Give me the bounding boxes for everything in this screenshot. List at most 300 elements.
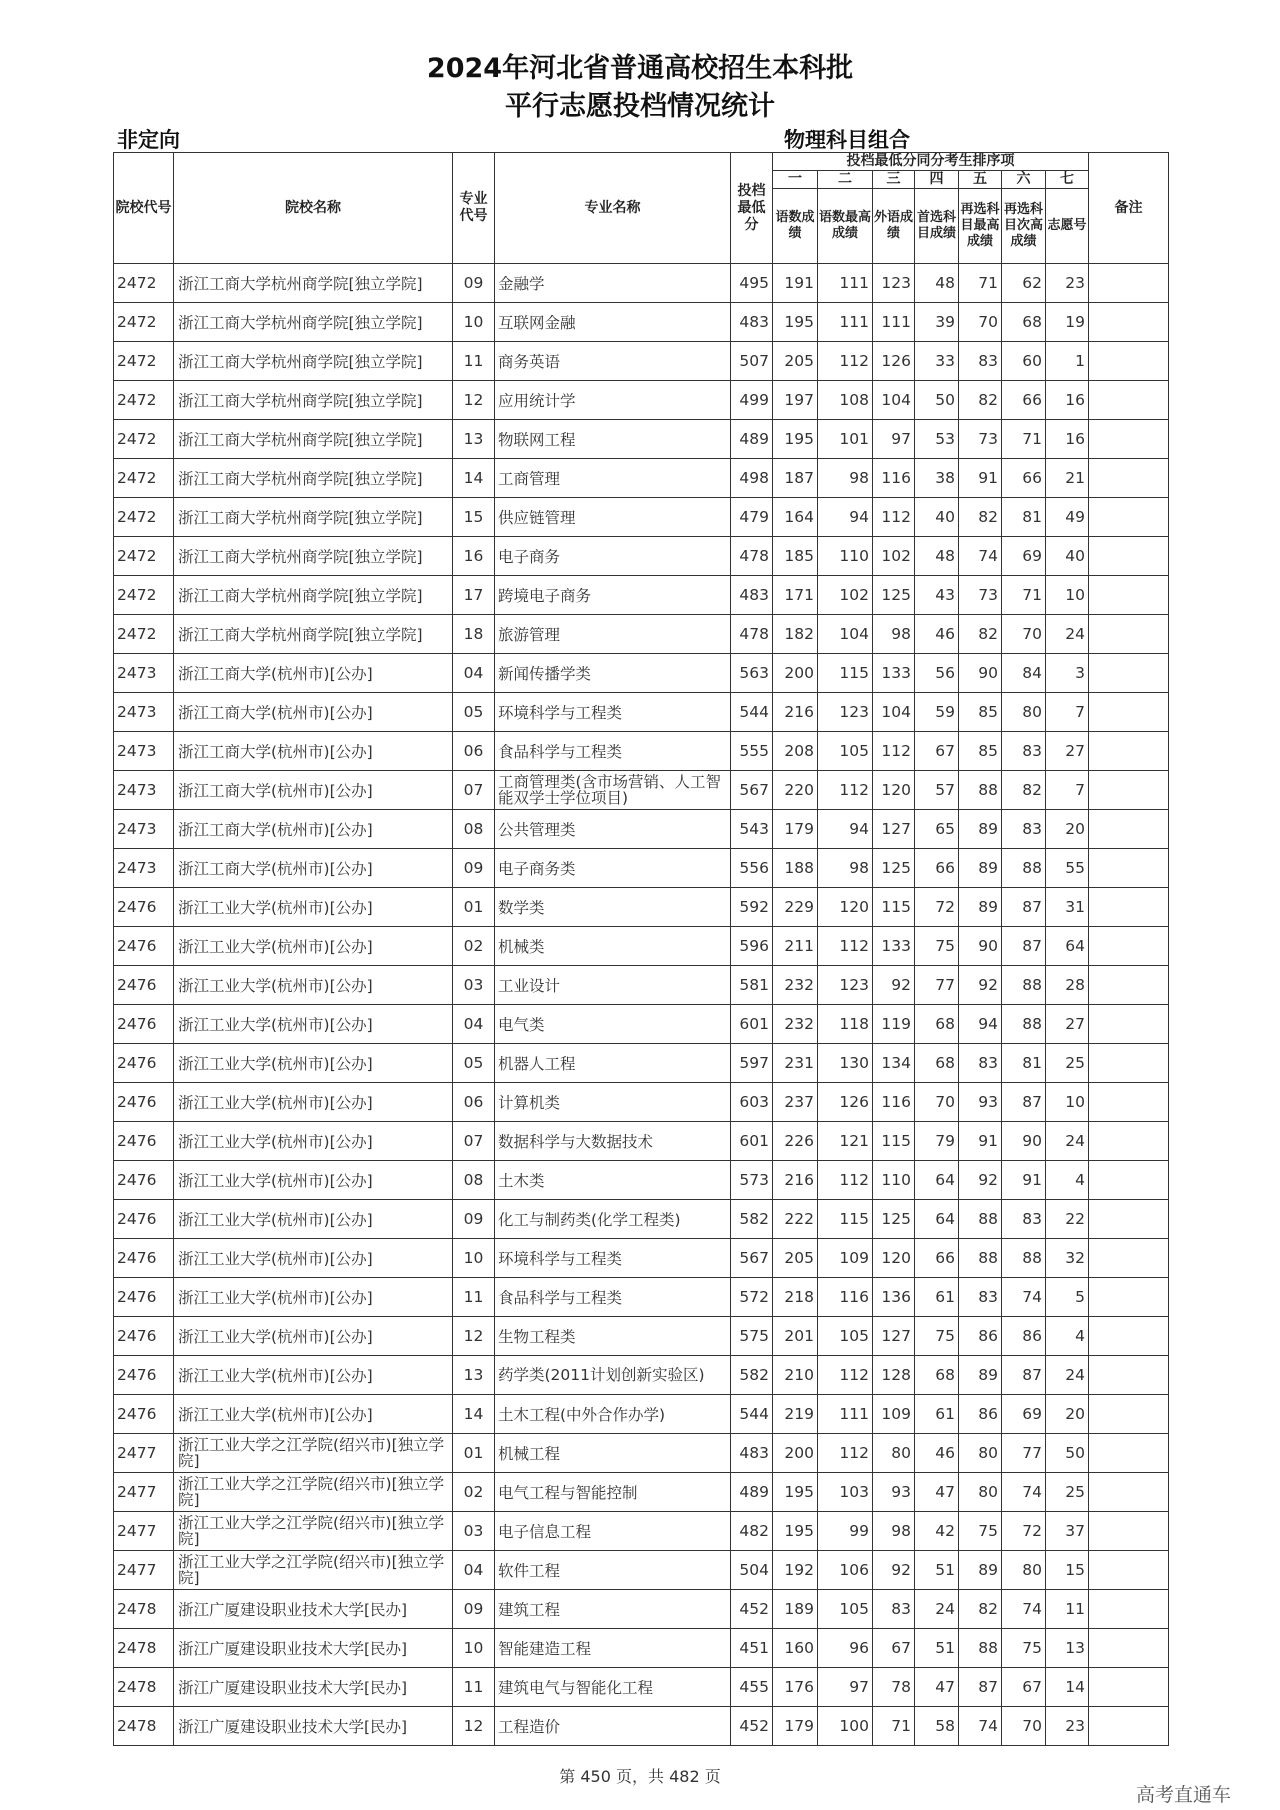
cell-foreign-language: 110 bbox=[873, 1161, 915, 1200]
cell-school-name: 浙江工商大学杭州商学院[独立学院] bbox=[174, 615, 453, 654]
cell-major-code: 03 bbox=[453, 966, 495, 1005]
cell-foreign-language: 116 bbox=[873, 1083, 915, 1122]
cell-school-code: 2477 bbox=[114, 1551, 174, 1590]
cell-foreign-language: 112 bbox=[873, 732, 915, 771]
cell-elective-max: 86 bbox=[959, 1395, 1002, 1434]
header-min-score: 投档最低分 bbox=[731, 153, 773, 264]
cell-preference-no: 15 bbox=[1046, 1551, 1089, 1590]
header-rank-item: 语数成绩 bbox=[773, 189, 818, 264]
cell-major-name: 食品科学与工程类 bbox=[495, 1278, 731, 1317]
cell-remark bbox=[1089, 342, 1169, 381]
cell-school-code: 2478 bbox=[114, 1707, 174, 1746]
cell-school-name: 浙江工业大学(杭州市)[公办] bbox=[174, 1083, 453, 1122]
cell-foreign-language: 125 bbox=[873, 576, 915, 615]
cell-chinese-math-max: 102 bbox=[818, 576, 873, 615]
table-row bbox=[114, 1590, 1169, 1629]
cell-school-name: 浙江工业大学(杭州市)[公办] bbox=[174, 1161, 453, 1200]
cell-first-subject: 64 bbox=[915, 1200, 959, 1239]
cell-min-score: 498 bbox=[731, 459, 773, 498]
cell-chinese-math-max: 115 bbox=[818, 654, 873, 693]
cell-first-subject: 68 bbox=[915, 1044, 959, 1083]
cell-major-code: 04 bbox=[453, 1005, 495, 1044]
table-row bbox=[114, 966, 1169, 1005]
cell-elective-max: 74 bbox=[959, 537, 1002, 576]
table-row bbox=[114, 1551, 1169, 1590]
cell-school-code: 2478 bbox=[114, 1668, 174, 1707]
cell-remark bbox=[1089, 459, 1169, 498]
cell-major-code: 01 bbox=[453, 888, 495, 927]
cell-preference-no: 25 bbox=[1046, 1044, 1089, 1083]
cell-preference-no: 1 bbox=[1046, 342, 1089, 381]
cell-first-subject: 79 bbox=[915, 1122, 959, 1161]
header-rank-ordinal: 一 bbox=[773, 171, 818, 189]
cell-chinese-math-max: 105 bbox=[818, 1590, 873, 1629]
cell-foreign-language: 109 bbox=[873, 1395, 915, 1434]
cell-preference-no: 19 bbox=[1046, 303, 1089, 342]
cell-major-code: 04 bbox=[453, 654, 495, 693]
cell-foreign-language: 120 bbox=[873, 771, 915, 810]
cell-min-score: 478 bbox=[731, 537, 773, 576]
cell-school-code: 2476 bbox=[114, 1005, 174, 1044]
cell-school-code: 2476 bbox=[114, 1356, 174, 1395]
table-row bbox=[114, 1707, 1169, 1746]
cell-chinese-math: 176 bbox=[773, 1668, 818, 1707]
cell-chinese-math-max: 123 bbox=[818, 966, 873, 1005]
subject-group-label: 物理科目组合 bbox=[784, 128, 910, 152]
table-row bbox=[114, 420, 1169, 459]
cell-major-code: 10 bbox=[453, 303, 495, 342]
cell-min-score: 582 bbox=[731, 1200, 773, 1239]
cell-min-score: 483 bbox=[731, 1434, 773, 1473]
cell-elective-max: 71 bbox=[959, 264, 1002, 303]
cell-school-name: 浙江工业大学(杭州市)[公办] bbox=[174, 1356, 453, 1395]
cell-min-score: 499 bbox=[731, 381, 773, 420]
cell-school-name: 浙江工业大学(杭州市)[公办] bbox=[174, 1395, 453, 1434]
cell-major-name: 建筑电气与智能化工程 bbox=[495, 1668, 731, 1707]
cell-school-code: 2476 bbox=[114, 927, 174, 966]
cell-chinese-math: 189 bbox=[773, 1590, 818, 1629]
cell-min-score: 455 bbox=[731, 1668, 773, 1707]
table-row bbox=[114, 1161, 1169, 1200]
cell-remark bbox=[1089, 420, 1169, 459]
cell-major-code: 12 bbox=[453, 381, 495, 420]
cell-chinese-math-max: 98 bbox=[818, 849, 873, 888]
cell-school-name: 浙江工商大学杭州商学院[独立学院] bbox=[174, 459, 453, 498]
cell-min-score: 544 bbox=[731, 693, 773, 732]
cell-min-score: 489 bbox=[731, 1473, 773, 1512]
cell-elective-second: 74 bbox=[1002, 1590, 1046, 1629]
cell-foreign-language: 115 bbox=[873, 888, 915, 927]
cell-chinese-math-max: 120 bbox=[818, 888, 873, 927]
cell-chinese-math-max: 126 bbox=[818, 1083, 873, 1122]
table-row bbox=[114, 732, 1169, 771]
cell-preference-no: 11 bbox=[1046, 1590, 1089, 1629]
cell-major-name: 互联网金融 bbox=[495, 303, 731, 342]
cell-preference-no: 25 bbox=[1046, 1473, 1089, 1512]
cell-preference-no: 4 bbox=[1046, 1161, 1089, 1200]
page-footer: 第 450 页，共 482 页 bbox=[559, 1767, 721, 1786]
cell-min-score: 581 bbox=[731, 966, 773, 1005]
header-rank-item: 首选科目成绩 bbox=[915, 189, 959, 264]
cell-chinese-math-max: 118 bbox=[818, 1005, 873, 1044]
table-row bbox=[114, 1356, 1169, 1395]
cell-elective-max: 90 bbox=[959, 654, 1002, 693]
cell-school-code: 2477 bbox=[114, 1512, 174, 1551]
cell-first-subject: 72 bbox=[915, 888, 959, 927]
cell-school-name: 浙江工商大学(杭州市)[公办] bbox=[174, 654, 453, 693]
cell-major-code: 11 bbox=[453, 342, 495, 381]
header-rank-item: 语数最高成绩 bbox=[818, 189, 873, 264]
cell-elective-second: 69 bbox=[1002, 1395, 1046, 1434]
cell-chinese-math: 210 bbox=[773, 1356, 818, 1395]
cell-min-score: 596 bbox=[731, 927, 773, 966]
cell-chinese-math-max: 101 bbox=[818, 420, 873, 459]
cell-elective-max: 82 bbox=[959, 615, 1002, 654]
page-subtitle: 平行志愿投档情况统计 bbox=[505, 91, 775, 122]
cell-remark bbox=[1089, 1551, 1169, 1590]
cell-preference-no: 16 bbox=[1046, 420, 1089, 459]
cell-remark bbox=[1089, 1434, 1169, 1473]
header-rank-ordinal: 五 bbox=[959, 171, 1002, 189]
cell-elective-second: 82 bbox=[1002, 771, 1046, 810]
cell-major-code: 02 bbox=[453, 927, 495, 966]
cell-elective-max: 92 bbox=[959, 966, 1002, 1005]
cell-elective-second: 91 bbox=[1002, 1161, 1046, 1200]
cell-major-code: 06 bbox=[453, 1083, 495, 1122]
cell-chinese-math: 171 bbox=[773, 576, 818, 615]
cell-elective-max: 93 bbox=[959, 1083, 1002, 1122]
cell-school-code: 2472 bbox=[114, 576, 174, 615]
cell-school-code: 2476 bbox=[114, 1317, 174, 1356]
header-major-code: 专业代号 bbox=[453, 153, 495, 264]
cell-chinese-math-max: 110 bbox=[818, 537, 873, 576]
cell-preference-no: 37 bbox=[1046, 1512, 1089, 1551]
cell-min-score: 603 bbox=[731, 1083, 773, 1122]
cell-remark bbox=[1089, 381, 1169, 420]
cell-elective-max: 73 bbox=[959, 576, 1002, 615]
cell-major-name: 物联网工程 bbox=[495, 420, 731, 459]
cell-chinese-math-max: 94 bbox=[818, 498, 873, 537]
table-row bbox=[114, 1239, 1169, 1278]
cell-major-code: 10 bbox=[453, 1239, 495, 1278]
cell-school-code: 2472 bbox=[114, 264, 174, 303]
header-rank-item: 外语成绩 bbox=[873, 189, 915, 264]
cell-preference-no: 40 bbox=[1046, 537, 1089, 576]
cell-chinese-math: 201 bbox=[773, 1317, 818, 1356]
cell-chinese-math: 187 bbox=[773, 459, 818, 498]
cell-chinese-math: 222 bbox=[773, 1200, 818, 1239]
header-rank-ordinal: 七 bbox=[1046, 171, 1089, 189]
cell-major-code: 13 bbox=[453, 420, 495, 459]
cell-major-code: 01 bbox=[453, 1434, 495, 1473]
header-rank-ordinal: 二 bbox=[818, 171, 873, 189]
cell-major-code: 14 bbox=[453, 1395, 495, 1434]
cell-chinese-math: 216 bbox=[773, 693, 818, 732]
cell-remark bbox=[1089, 576, 1169, 615]
table-row bbox=[114, 654, 1169, 693]
table-row bbox=[114, 1044, 1169, 1083]
cell-elective-max: 86 bbox=[959, 1317, 1002, 1356]
cell-elective-max: 82 bbox=[959, 498, 1002, 537]
cell-school-name: 浙江工商大学(杭州市)[公办] bbox=[174, 810, 453, 849]
cell-school-name: 浙江工业大学(杭州市)[公办] bbox=[174, 1122, 453, 1161]
cell-major-code: 13 bbox=[453, 1356, 495, 1395]
cell-school-name: 浙江工业大学之江学院(绍兴市)[独立学院] bbox=[174, 1551, 453, 1590]
cell-chinese-math: 232 bbox=[773, 966, 818, 1005]
cell-major-code: 12 bbox=[453, 1707, 495, 1746]
cell-remark bbox=[1089, 654, 1169, 693]
table-row bbox=[114, 615, 1169, 654]
cell-min-score: 572 bbox=[731, 1278, 773, 1317]
cell-school-name: 浙江工商大学杭州商学院[独立学院] bbox=[174, 381, 453, 420]
cell-foreign-language: 111 bbox=[873, 303, 915, 342]
cell-elective-max: 70 bbox=[959, 303, 1002, 342]
cell-school-code: 2473 bbox=[114, 732, 174, 771]
cell-first-subject: 47 bbox=[915, 1668, 959, 1707]
cell-chinese-math: 208 bbox=[773, 732, 818, 771]
cell-foreign-language: 104 bbox=[873, 381, 915, 420]
cell-first-subject: 77 bbox=[915, 966, 959, 1005]
cell-chinese-math-max: 123 bbox=[818, 693, 873, 732]
cell-foreign-language: 116 bbox=[873, 459, 915, 498]
cell-preference-no: 31 bbox=[1046, 888, 1089, 927]
table-row bbox=[114, 1278, 1169, 1317]
cell-first-subject: 39 bbox=[915, 303, 959, 342]
cell-remark bbox=[1089, 1239, 1169, 1278]
cell-school-name: 浙江工商大学(杭州市)[公办] bbox=[174, 732, 453, 771]
cell-school-name: 浙江工业大学(杭州市)[公办] bbox=[174, 888, 453, 927]
table-row bbox=[114, 459, 1169, 498]
cell-elective-max: 82 bbox=[959, 381, 1002, 420]
cell-major-code: 07 bbox=[453, 1122, 495, 1161]
cell-min-score: 483 bbox=[731, 576, 773, 615]
cell-school-code: 2473 bbox=[114, 810, 174, 849]
cell-remark bbox=[1089, 1005, 1169, 1044]
cell-first-subject: 48 bbox=[915, 264, 959, 303]
cell-school-code: 2473 bbox=[114, 849, 174, 888]
cell-preference-no: 28 bbox=[1046, 966, 1089, 1005]
cell-major-code: 16 bbox=[453, 537, 495, 576]
cell-min-score: 556 bbox=[731, 849, 773, 888]
cell-elective-max: 89 bbox=[959, 888, 1002, 927]
cell-elective-max: 80 bbox=[959, 1434, 1002, 1473]
cell-school-name: 浙江工业大学(杭州市)[公办] bbox=[174, 1044, 453, 1083]
cell-chinese-math: 220 bbox=[773, 771, 818, 810]
cell-school-code: 2472 bbox=[114, 342, 174, 381]
cell-major-name: 数学类 bbox=[495, 888, 731, 927]
cell-remark bbox=[1089, 966, 1169, 1005]
cell-school-name: 浙江工商大学杭州商学院[独立学院] bbox=[174, 342, 453, 381]
table-row bbox=[114, 1668, 1169, 1707]
cell-min-score: 478 bbox=[731, 615, 773, 654]
cell-remark bbox=[1089, 615, 1169, 654]
cell-major-code: 11 bbox=[453, 1668, 495, 1707]
cell-chinese-math-max: 109 bbox=[818, 1239, 873, 1278]
cell-elective-max: 87 bbox=[959, 1668, 1002, 1707]
table-row bbox=[114, 810, 1169, 849]
cell-elective-second: 66 bbox=[1002, 381, 1046, 420]
cell-chinese-math: 216 bbox=[773, 1161, 818, 1200]
cell-min-score: 504 bbox=[731, 1551, 773, 1590]
cell-preference-no: 7 bbox=[1046, 771, 1089, 810]
cell-foreign-language: 119 bbox=[873, 1005, 915, 1044]
cell-school-code: 2476 bbox=[114, 1278, 174, 1317]
cell-school-code: 2476 bbox=[114, 1395, 174, 1434]
cell-foreign-language: 120 bbox=[873, 1239, 915, 1278]
cell-major-name: 工程造价 bbox=[495, 1707, 731, 1746]
cell-major-name: 食品科学与工程类 bbox=[495, 732, 731, 771]
cell-school-name: 浙江工业大学(杭州市)[公办] bbox=[174, 1239, 453, 1278]
cell-major-name: 建筑工程 bbox=[495, 1590, 731, 1629]
cell-foreign-language: 71 bbox=[873, 1707, 915, 1746]
cell-preference-no: 55 bbox=[1046, 849, 1089, 888]
cell-major-name: 环境科学与工程类 bbox=[495, 693, 731, 732]
cell-elective-max: 83 bbox=[959, 1044, 1002, 1083]
cell-foreign-language: 125 bbox=[873, 1200, 915, 1239]
cell-first-subject: 33 bbox=[915, 342, 959, 381]
cell-min-score: 452 bbox=[731, 1590, 773, 1629]
cell-school-code: 2472 bbox=[114, 381, 174, 420]
table-row bbox=[114, 693, 1169, 732]
cell-elective-max: 89 bbox=[959, 1356, 1002, 1395]
cell-first-subject: 43 bbox=[915, 576, 959, 615]
cell-elective-second: 81 bbox=[1002, 498, 1046, 537]
cell-school-name: 浙江工商大学杭州商学院[独立学院] bbox=[174, 576, 453, 615]
cell-major-code: 12 bbox=[453, 1317, 495, 1356]
cell-foreign-language: 102 bbox=[873, 537, 915, 576]
header-rank-item: 志愿号 bbox=[1046, 189, 1089, 264]
cell-elective-second: 62 bbox=[1002, 264, 1046, 303]
cell-school-name: 浙江工业大学(杭州市)[公办] bbox=[174, 1278, 453, 1317]
cell-first-subject: 58 bbox=[915, 1707, 959, 1746]
cell-first-subject: 47 bbox=[915, 1473, 959, 1512]
cell-major-name: 电气工程与智能控制 bbox=[495, 1473, 731, 1512]
cell-chinese-math-max: 108 bbox=[818, 381, 873, 420]
cell-chinese-math: 179 bbox=[773, 810, 818, 849]
cell-major-name: 公共管理类 bbox=[495, 810, 731, 849]
cell-remark bbox=[1089, 1044, 1169, 1083]
cell-elective-second: 84 bbox=[1002, 654, 1046, 693]
cell-chinese-math-max: 112 bbox=[818, 1434, 873, 1473]
table-row bbox=[114, 342, 1169, 381]
cell-school-name: 浙江工业大学(杭州市)[公办] bbox=[174, 1200, 453, 1239]
cell-preference-no: 13 bbox=[1046, 1629, 1089, 1668]
cell-preference-no: 16 bbox=[1046, 381, 1089, 420]
cell-remark bbox=[1089, 732, 1169, 771]
cell-chinese-math: 218 bbox=[773, 1278, 818, 1317]
cell-remark bbox=[1089, 1707, 1169, 1746]
cell-first-subject: 57 bbox=[915, 771, 959, 810]
cell-min-score: 452 bbox=[731, 1707, 773, 1746]
cell-chinese-math-max: 112 bbox=[818, 771, 873, 810]
cell-foreign-language: 126 bbox=[873, 342, 915, 381]
cell-major-name: 环境科学与工程类 bbox=[495, 1239, 731, 1278]
cell-first-subject: 38 bbox=[915, 459, 959, 498]
cell-preference-no: 20 bbox=[1046, 1395, 1089, 1434]
cell-school-name: 浙江工商大学杭州商学院[独立学院] bbox=[174, 264, 453, 303]
cell-school-code: 2476 bbox=[114, 1044, 174, 1083]
cell-major-code: 09 bbox=[453, 264, 495, 303]
cell-elective-second: 87 bbox=[1002, 1083, 1046, 1122]
cell-chinese-math: 182 bbox=[773, 615, 818, 654]
cell-school-name: 浙江工业大学(杭州市)[公办] bbox=[174, 1317, 453, 1356]
cell-foreign-language: 127 bbox=[873, 810, 915, 849]
cell-first-subject: 61 bbox=[915, 1395, 959, 1434]
cell-elective-second: 67 bbox=[1002, 1668, 1046, 1707]
cell-min-score: 544 bbox=[731, 1395, 773, 1434]
cell-remark bbox=[1089, 1629, 1169, 1668]
cell-major-code: 17 bbox=[453, 576, 495, 615]
cell-preference-no: 4 bbox=[1046, 1317, 1089, 1356]
cell-major-name: 金融学 bbox=[495, 264, 731, 303]
cell-min-score: 482 bbox=[731, 1512, 773, 1551]
cell-min-score: 543 bbox=[731, 810, 773, 849]
cell-elective-max: 85 bbox=[959, 693, 1002, 732]
cell-school-name: 浙江工商大学杭州商学院[独立学院] bbox=[174, 420, 453, 459]
cell-remark bbox=[1089, 888, 1169, 927]
cell-foreign-language: 115 bbox=[873, 1122, 915, 1161]
cell-elective-max: 73 bbox=[959, 420, 1002, 459]
cell-preference-no: 27 bbox=[1046, 1005, 1089, 1044]
cell-remark bbox=[1089, 1473, 1169, 1512]
table-row bbox=[114, 1434, 1169, 1473]
cell-school-code: 2476 bbox=[114, 1239, 174, 1278]
cell-remark bbox=[1089, 1590, 1169, 1629]
cell-chinese-math: 231 bbox=[773, 1044, 818, 1083]
cell-chinese-math-max: 111 bbox=[818, 303, 873, 342]
cell-chinese-math: 164 bbox=[773, 498, 818, 537]
cell-remark bbox=[1089, 1161, 1169, 1200]
cell-chinese-math-max: 94 bbox=[818, 810, 873, 849]
header-rank-item: 再选科目次高成绩 bbox=[1002, 189, 1046, 264]
cell-first-subject: 64 bbox=[915, 1161, 959, 1200]
cell-chinese-math: 237 bbox=[773, 1083, 818, 1122]
cell-elective-second: 87 bbox=[1002, 888, 1046, 927]
cell-elective-second: 83 bbox=[1002, 732, 1046, 771]
cell-elective-max: 88 bbox=[959, 1200, 1002, 1239]
cell-chinese-math-max: 130 bbox=[818, 1044, 873, 1083]
cell-major-code: 07 bbox=[453, 771, 495, 810]
cell-chinese-math-max: 115 bbox=[818, 1200, 873, 1239]
cell-elective-second: 83 bbox=[1002, 810, 1046, 849]
cell-chinese-math-max: 121 bbox=[818, 1122, 873, 1161]
cell-first-subject: 70 bbox=[915, 1083, 959, 1122]
cell-chinese-math: 195 bbox=[773, 1512, 818, 1551]
cell-min-score: 495 bbox=[731, 264, 773, 303]
cell-elective-max: 83 bbox=[959, 1278, 1002, 1317]
cell-elective-second: 69 bbox=[1002, 537, 1046, 576]
cell-chinese-math: 205 bbox=[773, 1239, 818, 1278]
cell-school-name: 浙江工业大学之江学院(绍兴市)[独立学院] bbox=[174, 1434, 453, 1473]
cell-first-subject: 46 bbox=[915, 615, 959, 654]
cell-chinese-math: 192 bbox=[773, 1551, 818, 1590]
cell-school-name: 浙江工商大学(杭州市)[公办] bbox=[174, 849, 453, 888]
cell-major-name: 计算机类 bbox=[495, 1083, 731, 1122]
cell-preference-no: 24 bbox=[1046, 1356, 1089, 1395]
cell-first-subject: 61 bbox=[915, 1278, 959, 1317]
cell-major-code: 05 bbox=[453, 1044, 495, 1083]
cell-school-name: 浙江工业大学之江学院(绍兴市)[独立学院] bbox=[174, 1473, 453, 1512]
cell-elective-max: 83 bbox=[959, 342, 1002, 381]
table-row bbox=[114, 576, 1169, 615]
header-major-name: 专业名称 bbox=[495, 153, 731, 264]
cell-foreign-language: 92 bbox=[873, 1551, 915, 1590]
cell-elective-max: 80 bbox=[959, 1473, 1002, 1512]
cell-remark bbox=[1089, 849, 1169, 888]
cell-major-name: 电子商务 bbox=[495, 537, 731, 576]
cell-first-subject: 46 bbox=[915, 1434, 959, 1473]
cell-min-score: 582 bbox=[731, 1356, 773, 1395]
